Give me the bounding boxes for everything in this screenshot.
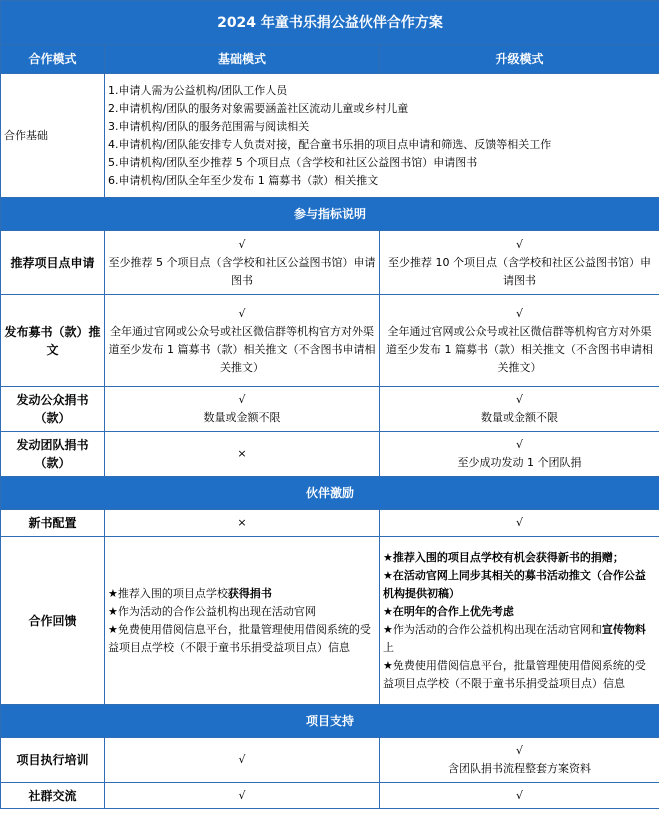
cross-mark: ×: [237, 516, 247, 529]
check-mark: √: [516, 788, 524, 802]
check-mark: √: [516, 438, 524, 451]
new-books-upgrade: [380, 510, 659, 537]
feedback-upgrade-item: ★在活动官网上同步其相关的募书活动推文（合作公益机构提供初稿）: [383, 568, 646, 600]
new-books-label: 新书配置: [1, 510, 105, 537]
feedback-basic: [105, 537, 380, 705]
team-donation-upgrade: [380, 432, 659, 477]
public-donation-basic-text: 数量或金额不限: [203, 411, 281, 424]
basis-item: 2.申请机构/团队的服务对象需要涵盖社区流动儿童或乡村儿童: [108, 101, 409, 115]
publish-row: [1, 295, 659, 387]
training-basic: [105, 738, 380, 783]
recommend-basic-text: 至少推荐 5 个项目点（含学校和社区公益图书馆）申请图书: [108, 255, 376, 287]
publish-label: 发布募书（款）推文: [1, 295, 105, 387]
basis-label: 合作基础: [1, 74, 105, 198]
basis-item: 6.申请机构/团队全年至少发布 1 篇募书（款）相关推文: [108, 173, 379, 187]
publish-upgrade: [380, 295, 659, 387]
feedback-row: [1, 537, 659, 705]
community-upgrade: [380, 783, 659, 809]
feedback-basic-item: ★推荐入围的项目点学校获得捐书: [108, 586, 272, 600]
publish-basic: [105, 295, 380, 387]
community-row: [1, 783, 659, 809]
check-mark: √: [238, 306, 246, 320]
basis-row: [1, 74, 659, 198]
recommend-label: 推荐项目点申请: [1, 231, 105, 295]
feedback-label: 合作回馈: [1, 537, 105, 705]
section-row: [1, 198, 659, 231]
publish-upgrade-text: 全年通过官网或公众号或社区微信群等机构官方对外渠道至少发布 1 篇募书（款）相关推文（不含图书申请相关推文）: [386, 324, 653, 374]
basis-items: [105, 74, 659, 198]
team-donation-label: 发动团队捐书（款）: [1, 432, 105, 477]
check-mark: √: [516, 516, 524, 529]
column-header-row: [1, 45, 659, 74]
training-upgrade: [380, 738, 659, 783]
training-row: [1, 738, 659, 783]
community-label: 社群交流: [1, 783, 105, 809]
feedback-upgrade-item: ★免费使用借阅信息平台，批量管理使用借阅系统的受益项目点学校（不限于童书乐捐受益项目点）信息: [383, 658, 646, 690]
basis-item: 1.申请人需为公益机构/团队工作人员: [108, 83, 288, 97]
community-basic: [105, 783, 380, 809]
recommend-upgrade-text: 至少推荐 10 个项目点（含学校和社区公益图书馆）申请图书: [388, 255, 651, 287]
recommend-basic: [105, 231, 380, 295]
check-mark: √: [516, 306, 524, 320]
section-row: [1, 477, 659, 510]
section-title-support: 项目支持: [1, 705, 659, 738]
feedback-basic-item: ★作为活动的合作公益机构出现在活动官网: [108, 604, 316, 618]
basis-item: 5.申请机构/团队至少推荐 5 个项目点（含学校和社区公益图书馆）申请图书: [108, 155, 478, 169]
recommend-row: [1, 231, 659, 295]
check-mark: √: [238, 237, 246, 251]
feedback-basic-item: ★免费使用借阅信息平台，批量管理使用借阅系统的受益项目点学校（不限于童书乐捐受益项目点）信息: [108, 622, 371, 654]
feedback-upgrade: [380, 537, 659, 705]
feedback-upgrade-item: ★在明年的合作上优先考虑: [383, 604, 514, 618]
publish-basic-text: 全年通过官网或公众号或社区微信群等机构官方对外渠道至少发布 1 篇募书（款）相关推文（不含图书申请相关推文）: [108, 324, 376, 374]
training-label: 项目执行培训: [1, 738, 105, 783]
check-mark: √: [516, 744, 524, 757]
check-mark: √: [238, 753, 246, 766]
title-row: [1, 1, 659, 45]
basis-item: 3.申请机构/团队的服务范围需与阅读相关: [108, 119, 310, 133]
basis-item: 4.申请机构/团队能安排专人负责对接，配合童书乐捐的项目点申请和筛选、反馈等相关工作: [108, 137, 552, 151]
team-donation-row: [1, 432, 659, 477]
column-header-basic: 基础模式: [105, 45, 380, 74]
cross-mark: ×: [237, 447, 247, 460]
training-upgrade-text: 含团队捐书流程整套方案资料: [448, 762, 591, 775]
check-mark: √: [238, 393, 246, 406]
check-mark: √: [238, 788, 246, 802]
public-donation-row: [1, 387, 659, 432]
section-title-incentives: 伙伴激励: [1, 477, 659, 510]
column-header-upgrade: 升级模式: [380, 45, 659, 74]
new-books-basic: [105, 510, 380, 537]
section-row: [1, 705, 659, 738]
team-donation-basic: [105, 432, 380, 477]
column-header-mode: 合作模式: [1, 45, 105, 74]
public-donation-upgrade: [380, 387, 659, 432]
check-mark: √: [516, 393, 524, 406]
check-mark: √: [516, 237, 524, 251]
feedback-upgrade-item: ★推荐入围的项目点学校有机会获得新书的捐赠；: [383, 550, 624, 564]
public-donation-label: 发动公众捐书（款）: [1, 387, 105, 432]
team-donation-upgrade-text: 至少成功发动 1 个团队捐: [457, 456, 582, 469]
public-donation-upgrade-text: 数量或金额不限: [481, 411, 558, 424]
section-title-indicators: 参与指标说明: [1, 198, 659, 231]
page-title: 2024 年童书乐捐公益伙伴合作方案: [1, 1, 659, 45]
recommend-upgrade: [380, 231, 659, 295]
new-books-row: [1, 510, 659, 537]
feedback-upgrade-item: ★作为活动的合作公益机构出现在活动官网和宣传物料上: [383, 622, 646, 654]
public-donation-basic: [105, 387, 380, 432]
